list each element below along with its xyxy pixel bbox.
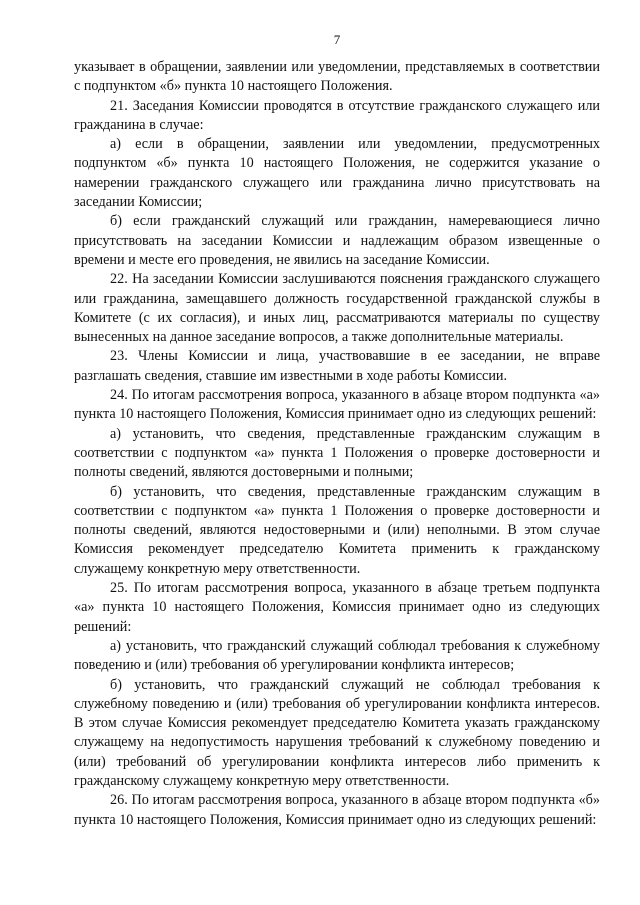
paragraph-24: 24. По итогам рассмотрения вопроса, указанного в абзаце втором подпункта «а» пункта 10 настоящего Положения, Комиссия принимает одно из следующих решений: — [74, 387, 600, 423]
paragraph-25-b: б) установить, что гражданский служащий не соблюдал требования к служебному поведению и (или) требования об урегулировании конфликта интересов. В этом случае Комиссия рекомендует председателю Комитета указать гражданскому служащему на недопустимость нарушения требований к служебному поведению и (или) требований об урегулировании конфликта интересов либо применить к гражданскому служащему конкретную меру ответственности. — [74, 676, 600, 789]
paragraph-25-a: а) установить, что гражданский служащий соблюдал требования к служебному поведению и (или) требования об урегулировании конфликта интересов; — [74, 637, 600, 674]
paragraph-21: 21. Заседания Комиссии проводятся в отсутствие гражданского служащего или гражданина в случае: — [74, 97, 600, 133]
paragraph-25: 25. По итогам рассмотрения вопроса, указанного в абзаце третьем подпункта «а» пункта 10 настоящего Положения, Комиссия принимает одно из следующих решений: — [74, 580, 600, 635]
paragraph-22: 22. На заседании Комиссии заслушиваются пояснения гражданского служащего или гражданина, замещавшего должность государственной гражданской службы в Комитете (с их согласия), и иных лиц, рассматриваются материалы по существу вынесенных на данное заседание вопросов, а также дополнительные материалы. — [74, 271, 600, 346]
paragraph-24-a: а) установить, что сведения, представленные гражданским служащим в соответствии с подпунктом «а» пункта 1 Положения о проверке достоверности и полноты сведений, являются достоверными и полными; — [74, 425, 600, 481]
paragraph-21-b: б) если гражданский служащий или гражданин, намеревающиеся лично присутствовать на заседании Комиссии и надлежащим образом извещенные о времени и месте его проведения, не явились на заседание Комиссии. — [74, 213, 600, 268]
paragraph-23: 23. Члены Комиссии и лица, участвовавшие в ее заседании, не вправе разглашать сведения, ставшие им известными в ходе работы Комиссии. — [74, 348, 600, 384]
paragraph-24-b: б) установить, что сведения, представленные гражданским служащим в соответствии с подпунктом «а» пункта 1 Положения о проверке достоверности и полноты сведений, являются недостоверными и (или) неполными. В этом случае Комиссия рекомендует председателю Комитета применить к гражданскому служащему конкретную меру ответственности. — [74, 483, 600, 577]
paragraph-21-a: а) если в обращении, заявлении или уведомлении, предусмотренных подпунктом «б» пункта 10 настоящего Положения, не содержится указание о намерении гражданского служащего или гражданина лично присутствовать на заседании Комиссии; — [74, 136, 600, 211]
page-number: 7 — [333, 32, 341, 47]
paragraph-26: 26. По итогам рассмотрения вопроса, указанного в абзаце втором подпункта «б» пункта 10 настоящего Положения, Комиссия принимает одно из следующих решений: — [74, 792, 600, 828]
paragraph-continuation: указывает в обращении, заявлении или уведомлении, представляемых в соответствии с подпунктом «б» пункта 10 настоящего Положения. — [74, 59, 600, 95]
